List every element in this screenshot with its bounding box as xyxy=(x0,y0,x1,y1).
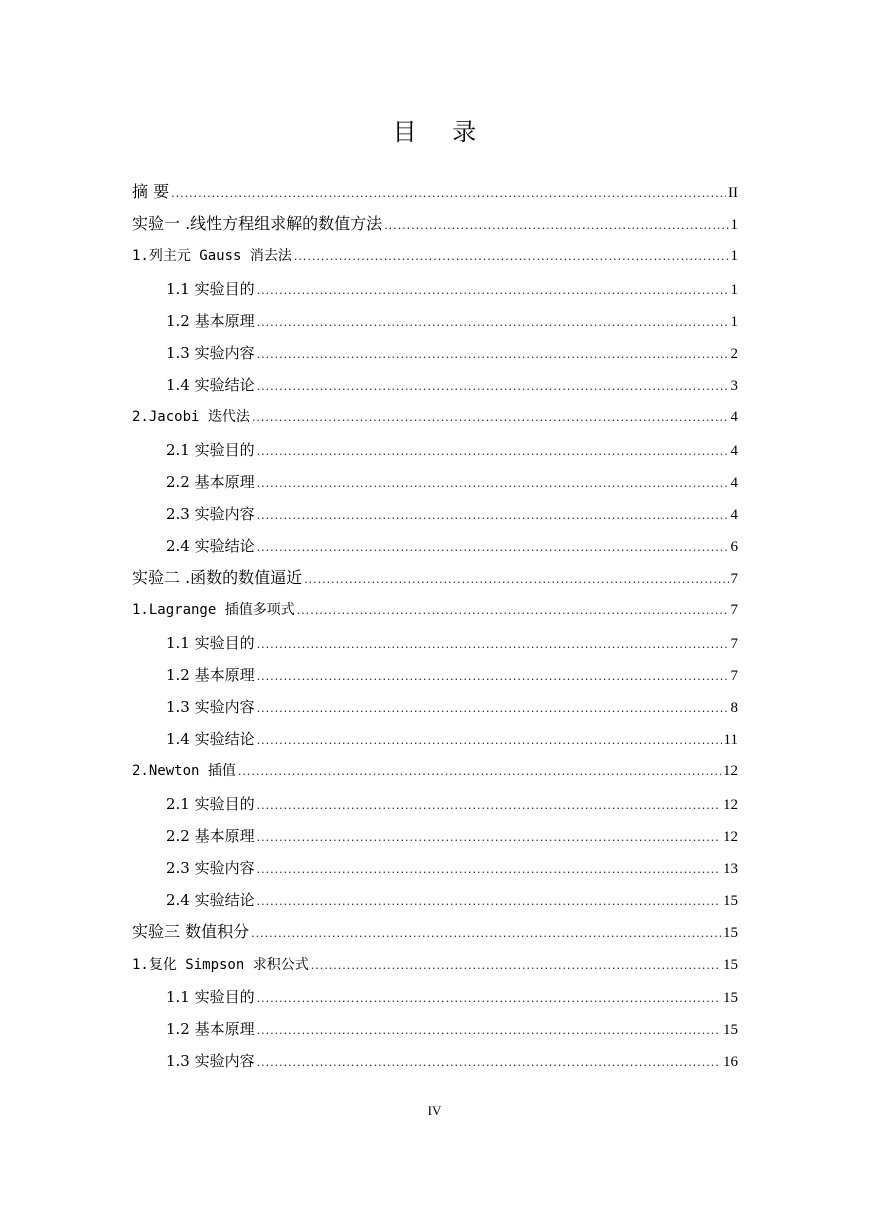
toc-entry-subsection[interactable] xyxy=(132,498,738,530)
toc-entry-page: 1 xyxy=(730,248,738,265)
toc-entry-page: 15 xyxy=(723,893,738,910)
toc-entry-subsection[interactable] xyxy=(132,466,738,498)
toc-entry-label: 2.Jacobi 迭代法 xyxy=(132,409,250,426)
toc-list xyxy=(132,176,738,1077)
toc-entry-label: 1.4 实验结论 xyxy=(166,730,255,749)
toc-entry-label: 1.3 实验内容 xyxy=(166,698,255,716)
toc-entry-label: 2.1 实验目的 xyxy=(166,794,255,813)
toc-entry-label: 1.1 实验目的 xyxy=(166,279,255,298)
toc-entry-page: 7 xyxy=(730,667,738,684)
toc-entry-page: 2 xyxy=(730,345,738,362)
dot-leader xyxy=(257,886,721,918)
toc-entry-subsection[interactable] xyxy=(132,434,738,466)
toc-entry-page: 4 xyxy=(730,506,738,523)
dot-leader xyxy=(257,436,729,468)
toc-entry-page: 8 xyxy=(730,700,738,716)
dot-leader xyxy=(257,983,721,1015)
toc-entry-page: 15 xyxy=(723,956,738,973)
toc-entry-label: 1.1 实验目的 xyxy=(166,987,255,1006)
toc-entry-subsection[interactable] xyxy=(132,530,738,562)
toc-entry-label: 1.3 实验内容 xyxy=(166,343,255,362)
toc-entry-page: 4 xyxy=(730,409,738,426)
toc-entry-subsection[interactable] xyxy=(132,788,738,820)
toc-entry-label: 1.2 基本原理 xyxy=(166,311,255,330)
toc-entry-subsection[interactable] xyxy=(132,884,738,916)
toc-entry-subsection[interactable] xyxy=(132,273,738,305)
toc-entry-page: 11 xyxy=(723,732,738,749)
toc-entry-label: 1.1 实验目的 xyxy=(166,633,255,652)
toc-entry-subsection[interactable] xyxy=(132,659,738,691)
dot-leader xyxy=(257,339,729,371)
toc-entry-page: 4 xyxy=(730,442,738,459)
toc-entry-subsection[interactable] xyxy=(132,337,738,369)
toc-entry-page: 12 xyxy=(723,828,738,845)
dot-leader xyxy=(257,1047,721,1079)
dot-leader xyxy=(257,275,729,307)
toc-entry-page: II xyxy=(728,185,738,201)
toc-entry-subsection[interactable] xyxy=(132,820,738,852)
toc-entry-label: 2.4 实验结论 xyxy=(166,891,255,910)
toc-entry-subsection[interactable] xyxy=(132,1013,738,1045)
toc-entry-page: 12 xyxy=(723,796,738,813)
toc-entry-label: 实验二 .函数的数值逼近 xyxy=(132,568,303,588)
toc-entry-label: 1.列主元 Gauss 消去法 xyxy=(132,248,292,265)
toc-entry-label: 实验一 .线性方程组求解的数值方法 xyxy=(132,214,383,234)
toc-title: 目 录 xyxy=(392,118,491,146)
dot-leader xyxy=(257,725,722,757)
dot-leader xyxy=(384,210,728,242)
toc-entry-experiment-3[interactable] xyxy=(132,916,738,948)
toc-entry-subsection[interactable] xyxy=(132,852,738,884)
dot-leader xyxy=(257,854,721,886)
toc-entry-label: 1.3 实验内容 xyxy=(166,1052,255,1071)
toc-entry-label: 1.4 实验结论 xyxy=(166,376,255,395)
toc-entry-subsection[interactable] xyxy=(132,627,738,659)
toc-entry-abstract[interactable] xyxy=(132,176,738,208)
toc-entry-subsection[interactable] xyxy=(132,1045,738,1077)
toc-entry-label: 实验三 数值积分 xyxy=(132,922,250,942)
page-number: IV xyxy=(427,1103,442,1118)
toc-entry-jacobi[interactable] xyxy=(132,401,738,433)
toc-entry-gauss[interactable] xyxy=(132,240,738,272)
dot-leader xyxy=(252,402,729,434)
toc-entry-page: 4 xyxy=(730,474,738,491)
dot-leader xyxy=(257,307,729,339)
toc-entry-page: 12 xyxy=(723,763,738,780)
toc-entry-page: 3 xyxy=(730,378,738,395)
toc-entry-label: 2.3 实验内容 xyxy=(166,504,255,523)
dot-leader xyxy=(238,756,721,788)
dot-leader xyxy=(257,661,729,693)
toc-entry-page: 15 xyxy=(723,989,738,1006)
toc-entry-label: 1.Lagrange 插值多项式 xyxy=(132,602,295,619)
dot-leader xyxy=(251,918,721,950)
dot-leader xyxy=(304,564,728,596)
toc-entry-page: 7 xyxy=(730,635,738,652)
dot-leader xyxy=(257,822,721,854)
dot-leader xyxy=(257,468,729,500)
toc-entry-page: 16 xyxy=(723,1054,738,1071)
toc-entry-page: 7 xyxy=(730,602,738,619)
dot-leader xyxy=(257,1015,721,1047)
dot-leader xyxy=(257,500,729,532)
toc-entry-simpson[interactable] xyxy=(132,949,738,981)
toc-entry-label: 2.2 基本原理 xyxy=(166,472,255,491)
toc-entry-label: 1.复化 Simpson 求积公式 xyxy=(132,956,309,973)
dot-leader xyxy=(297,595,729,627)
toc-entry-page: 7 xyxy=(730,571,738,588)
dot-leader xyxy=(257,532,729,564)
dot-leader xyxy=(257,371,729,403)
toc-entry-subsection[interactable] xyxy=(132,981,738,1013)
toc-entry-page: 1 xyxy=(730,217,738,234)
toc-entry-newton[interactable] xyxy=(132,755,738,787)
toc-entry-label: 2.Newton 插值 xyxy=(132,763,236,780)
dot-leader xyxy=(257,693,729,725)
toc-entry-subsection[interactable] xyxy=(132,369,738,401)
toc-entry-page: 1 xyxy=(730,281,738,298)
toc-entry-page: 15 xyxy=(723,1021,738,1038)
dot-leader xyxy=(171,178,726,210)
toc-entry-page: 15 xyxy=(723,925,738,942)
toc-entry-page: 1 xyxy=(730,313,738,330)
toc-entry-subsection[interactable] xyxy=(132,691,738,723)
toc-entry-experiment-2[interactable] xyxy=(132,562,738,594)
toc-entry-label: 2.3 实验内容 xyxy=(166,858,255,877)
dot-leader xyxy=(257,629,729,661)
toc-entry-subsection[interactable] xyxy=(132,305,738,337)
toc-entry-subsection[interactable] xyxy=(132,723,738,755)
toc-entry-label: 1.2 基本原理 xyxy=(166,1019,255,1038)
toc-entry-label: 2.1 实验目的 xyxy=(166,440,255,459)
dot-leader xyxy=(311,950,721,982)
toc-entry-page: 6 xyxy=(730,539,738,556)
toc-entry-lagrange[interactable] xyxy=(132,594,738,626)
toc-entry-experiment-1[interactable] xyxy=(132,208,738,240)
dot-leader xyxy=(294,241,729,273)
toc-entry-label: 2.4 实验结论 xyxy=(166,537,255,556)
toc-entry-label: 1.2 基本原理 xyxy=(166,665,255,684)
toc-entry-label: 2.2 基本原理 xyxy=(166,826,255,845)
toc-entry-page: 13 xyxy=(723,860,738,877)
toc-entry-label: 摘 要 xyxy=(132,182,170,201)
dot-leader xyxy=(257,790,721,822)
